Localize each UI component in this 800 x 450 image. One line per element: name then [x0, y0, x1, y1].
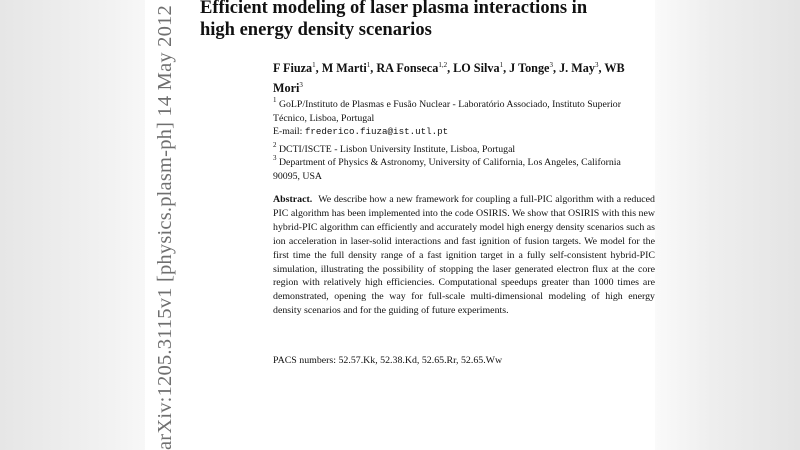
affiliation-1 — [273, 93, 643, 126]
arxiv-identifier-stamp: arXiv:1205.3115v1 [physics.plasm-ph] 14 May 2012 — [154, 5, 176, 450]
title-line-2: high energy density scenarios — [200, 20, 432, 40]
author-affiliation-mark: 3 — [299, 81, 303, 89]
abstract-text: We describe how a new framework for coupling a full-PIC algorithm with a reduced PIC algorithm has been implemented into the code OSIRIS. We show that OSIRIS with this new hybrid-PIC algorithm can efficiently and accurately model high energy density scenarios such as ion acceleration in laser-solid interactions and fast ignition of fusion targets. We model for the first time the full density range of a fast ignition target in a fully self-consistent hybrid-PIC simulation, illustrating the possibility of stopping the laser generated electron flux at the core region with relatively high efficiencies. Computational speedups greater than 1000 times are demonstrated, opening the way for full-scale multi-dimensional modeling of high energy density scenarios and for the guiding of future experiments. — [273, 194, 655, 317]
author-name: J Tonge — [509, 61, 550, 75]
email-address[interactable]: frederico.fiuza@ist.utl.pt — [304, 126, 449, 137]
paper-title — [200, 0, 650, 41]
author-name: LO Silva — [453, 61, 500, 75]
title-line-1: Efficient modeling of laser plasma interactions in — [200, 0, 588, 18]
author-affiliation-mark: 1,2 — [438, 61, 448, 69]
viewer-background-right — [654, 0, 800, 450]
pacs-numbers: PACS numbers: 52.57.Kk, 52.38.Kd, 52.65.Rr, 52.65.Ww — [273, 355, 503, 366]
author-affiliation-mark: 3 — [594, 61, 599, 69]
author-name: RA Fonseca — [376, 61, 439, 75]
affiliation-text: GoLP/Instituto de Plasmas e Fusão Nuclear - Laboratório Associado, Instituto Superior Técnico, Lisboa, Portugal — [273, 99, 621, 124]
author-list: F Fiuza$^1$, M Marti$^1$, RA Fonseca$^{1,2}$, LO Silva$^1$, J Tonge$^3$, J. May$^3$, WB Mori$^3$ — [273, 61, 625, 95]
affiliation-3 — [273, 151, 643, 184]
author-affiliation-mark: 3 — [549, 61, 553, 69]
email-line — [273, 125, 643, 139]
author-affiliation-mark: 1 — [312, 61, 316, 69]
author-affiliation-mark: 1 — [499, 61, 504, 69]
abstract-label: Abstract. — [273, 194, 313, 205]
author-affiliation-mark: 1 — [366, 61, 371, 69]
affiliation-text: Department of Physics & Astronomy, University of California, Los Angeles, California 90095, USA — [273, 157, 621, 182]
author-name: J. May — [559, 61, 595, 75]
email-label: E-mail: — [273, 126, 303, 137]
affiliation-mark: 2 — [273, 141, 277, 149]
abstract — [273, 193, 655, 318]
affiliation-mark: 3 — [273, 154, 277, 162]
affiliation-text: DCTI/ISCTE - Lisbon University Institute, Lisboa, Portugal — [278, 144, 516, 155]
author-name: F Fiuza — [273, 61, 313, 75]
author-name: WB Mori — [273, 61, 625, 95]
affiliation-mark: 1 — [273, 96, 277, 104]
viewer-background-left — [0, 0, 160, 450]
author-name: M Marti — [321, 61, 367, 75]
